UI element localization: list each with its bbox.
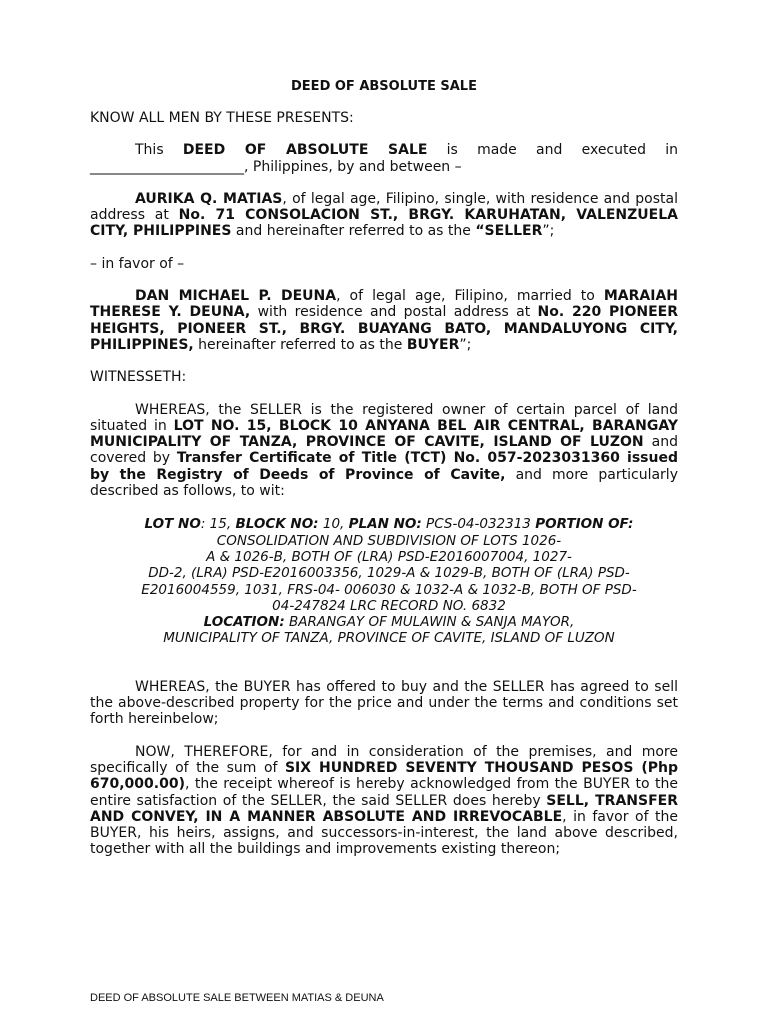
- property-line-2: CONSOLIDATION AND SUBDIVISION OF LOTS 1026-: [216, 532, 562, 549]
- seller-role: “SELLER: [475, 223, 543, 240]
- buyer-paragraph: DAN MICHAEL P. DEUNA, of legal age, Filipino, married to MARAIAH THERESE Y. DEUNA, with residence and postal address at No. 220 PIONEER HEIGHTS, PIONEER ST., BRGY. BUAYANG BATO, MANDALUYONG CITY, PHILIPPINES, hereinafter referred to as the BUYER”;: [90, 288, 679, 353]
- buyer-spouse: MARAIAH THERESE Y. DEUNA,: [90, 288, 679, 321]
- property-location-line: LOCATION: BARANGAY OF MULAWIN & SANJA MAYOR,: [203, 614, 575, 631]
- property-line-1: LOT NO: 15, BLOCK NO: 10, PLAN NO: PCS-04-032313 PORTION OF:: [144, 516, 634, 533]
- conveyance-clause: SELL, TRANSFER AND CONVEY, IN A MANNER ABSOLUTE AND IRREVOCABLE: [90, 792, 678, 825]
- witnesseth-line: WITNESSETH:: [90, 369, 187, 386]
- page-footer: DEED OF ABSOLUTE SALE BETWEEN MATIAS & DEUNA: [90, 992, 384, 1004]
- property-location-line-2: MUNICIPALITY OF TANZA, PROVINCE OF CAVITE, ISLAND OF LUZON: [163, 630, 615, 647]
- intro-line: KNOW ALL MEN BY THESE PRESENTS:: [90, 110, 354, 126]
- sale-amount: SIX HUNDRED SEVENTY THOUSAND PESOS (Php 670,000.00): [90, 759, 678, 793]
- seller-name: AURIKA Q. MATIAS: [135, 190, 283, 207]
- document-body: [90, 110, 678, 858]
- whereas-ownership-paragraph: WHEREAS, the SELLER is the registered owner of certain parcel of land situated in LOT NO. 15, BLOCK 10 ANYANA BEL AIR CENTRAL, BARANGAY MUNICIPALITY OF TANZA, PROVINCE OF CAVITE, ISLAND OF LUZON and covered by Transfer Certificate of Title (TCT) No. 057-2023031360 issued by the Registry of Deeds of Province of Cavite, and more particularly described as follows, to wit:: [90, 401, 678, 500]
- buyer-address: No. 220 PIONEER HEIGHTS, PIONEER ST., BRGY. BUAYANG BATO, MANDALUYONG CITY, PHILIPPINES,: [90, 304, 678, 353]
- property-location: LOT NO. 15, BLOCK 10 ANYANA BEL AIR CENTRAL, BARANGAY MUNICIPALITY OF TANZA, PROVINCE OF CAVITE, ISLAND OF LUZON: [90, 417, 678, 451]
- property-line-3: A & 1026-B, BOTH OF (LRA) PSD-E2016007004, 1027-: [206, 548, 572, 565]
- document-title: DEED OF ABSOLUTE SALE: [291, 79, 477, 94]
- deed-term: DEED OF ABSOLUTE SALE: [182, 142, 428, 159]
- seller-paragraph: AURIKA Q. MATIAS, of legal age, Filipino, single, with residence and postal address at No. 71 CONSOLACION ST., BRGY. KARUHATAN, VALENZUELA CITY, PHILIPPINES and hereinafter referred to as the “SELLER”;: [90, 190, 678, 240]
- property-line-5: E2016004559, 1031, FRS-04- 006030 & 1032-A & 1032-B, BOTH OF PSD-: [141, 581, 637, 598]
- buyer-role: BUYER: [406, 336, 460, 353]
- opening-paragraph: This DEED OF ABSOLUTE SALE is made and executed in ______________________, Philippines, by and between –: [90, 142, 678, 175]
- in-favor-line: – in favor of –: [90, 255, 185, 272]
- seller-address: No. 71 CONSOLACION ST., BRGY. KARUHATAN, VALENZUELA CITY, PHILIPPINES: [90, 207, 678, 240]
- place-blank: ______________________: [90, 158, 244, 175]
- buyer-name: DAN MICHAEL P. DEUNA: [135, 288, 337, 305]
- title-certificate: Transfer Certificate of Title (TCT) No. 057-2023031360 issued by the Registry of Deeds of Province of Cavite,: [90, 450, 678, 483]
- now-therefore-paragraph: NOW, THEREFORE, for and in consideration of the premises, and more specifically of the sum of SIX HUNDRED SEVENTY THOUSAND PESOS (Php 670,000.00), the receipt whereof is hereby acknowledged from the BUYER to the entire satisfaction of the SELLER, the said SELLER does hereby SELL, TRANSFER AND CONVEY, IN A MANNER ABSOLUTE AND IRREVOCABLE, in favor of the BUYER, his heirs, assigns, and successors-in-interest, the land above described, together with all the buildings and improvements existing thereon;: [90, 743, 678, 858]
- whereas-offer-paragraph: WHEREAS, the BUYER has offered to buy and the SELLER has agreed to sell the above-described property for the price and under the terms and conditions set forth hereinbelow;: [90, 678, 678, 728]
- property-line-6: 04-247824 LRC RECORD NO. 6832: [272, 597, 506, 614]
- property-description: [90, 516, 678, 646]
- property-line-4: DD-2, (LRA) PSD-E2016003356, 1029-A & 1029-B, BOTH OF (LRA) PSD-: [148, 565, 630, 582]
